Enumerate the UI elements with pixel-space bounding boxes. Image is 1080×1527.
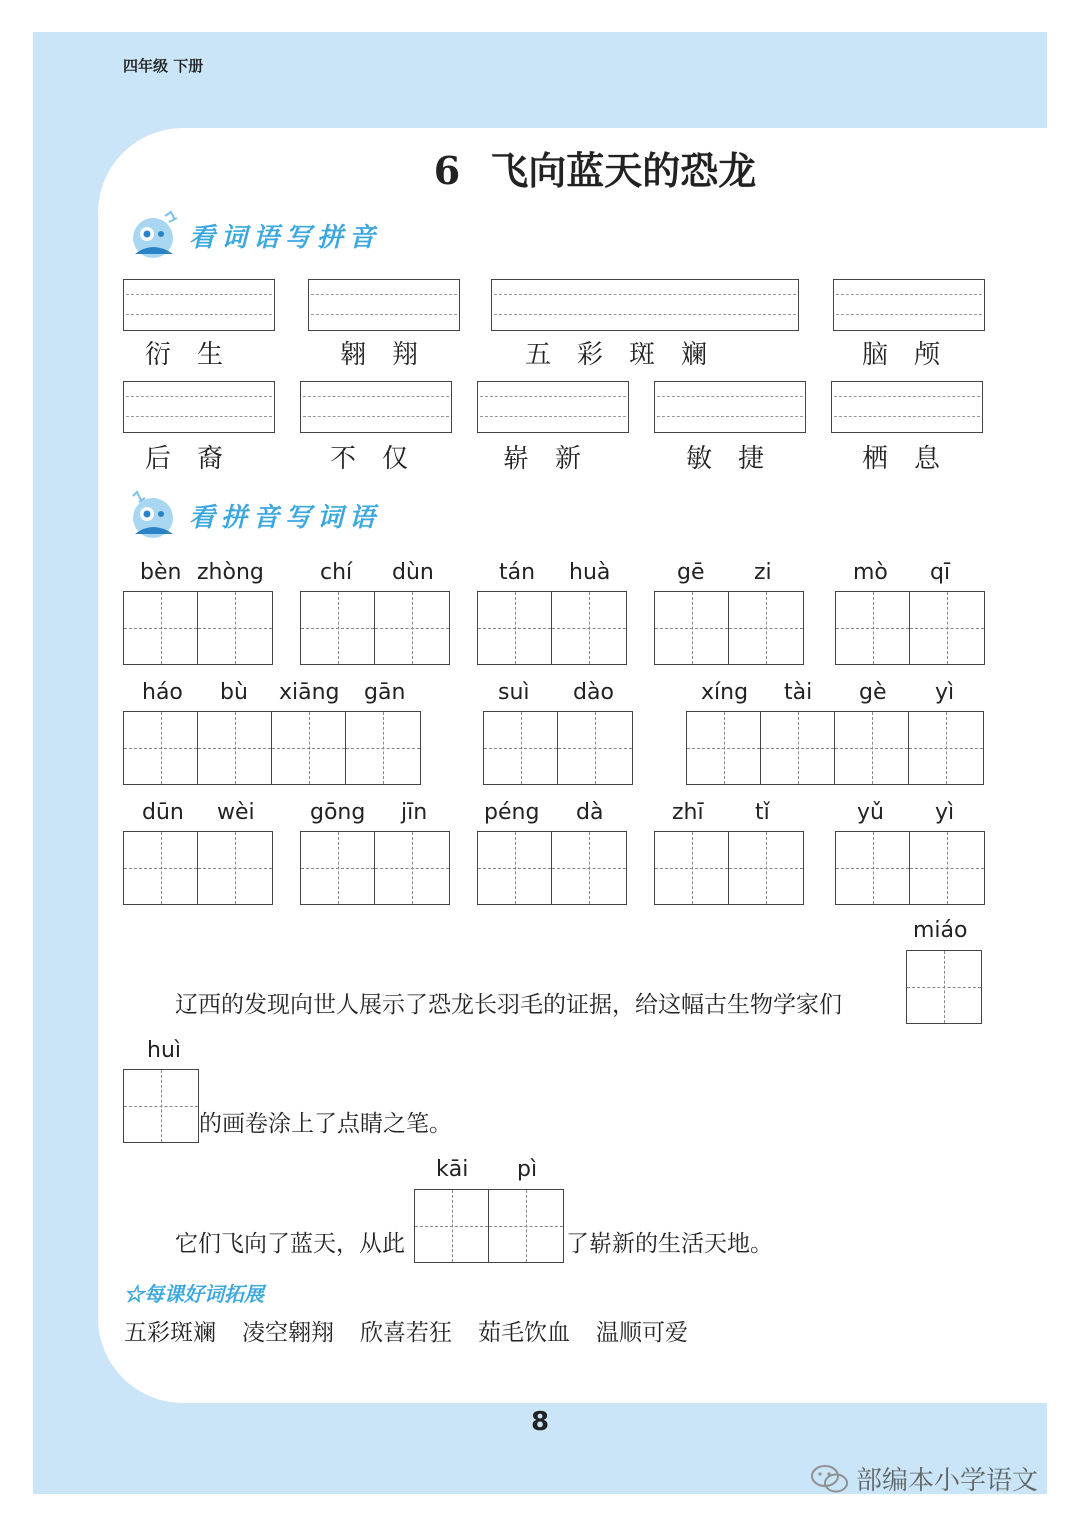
word: 不 仅 — [330, 444, 409, 474]
panda-icon — [125, 490, 183, 540]
word: 脑 颅 — [862, 340, 941, 370]
character-grid[interactable] — [414, 1189, 564, 1263]
pinyin: zhī — [672, 800, 704, 825]
word: 栖 息 — [862, 444, 941, 474]
pinyin: bèn — [140, 560, 182, 585]
character-grid[interactable] — [654, 831, 804, 905]
watermark — [810, 1460, 1038, 1497]
pinyin: qī — [930, 560, 951, 585]
character-grid[interactable] — [686, 711, 984, 785]
word: 崭 新 — [503, 444, 582, 474]
pinyin: dūn — [142, 800, 184, 825]
section1-title: 看词语写拼音 — [189, 222, 382, 253]
character-grid[interactable] — [835, 591, 985, 665]
watermark-text: 部编本小学语文 — [856, 1466, 1039, 1496]
pinyin: xiāng — [279, 680, 340, 705]
pinyin: dà — [576, 800, 604, 825]
pinyin: háo — [142, 680, 183, 705]
lesson-number: 6 — [433, 148, 461, 193]
pinyin: bù — [220, 680, 248, 705]
section2-title: 看拼音写词语 — [189, 502, 382, 533]
sentence-text: 了崭新的生活天地。 — [566, 1231, 773, 1257]
extension-heading: ☆每课好词拓展 — [124, 1282, 264, 1306]
wechat-icon — [810, 1464, 850, 1494]
pinyin: gōng — [310, 800, 366, 825]
pinyin: péng — [484, 800, 540, 825]
character-grid[interactable] — [477, 831, 627, 905]
pinyin: suì — [498, 680, 530, 705]
character-grid[interactable] — [123, 711, 421, 785]
pinyin: pì — [517, 1157, 538, 1182]
word: 后 裔 — [145, 444, 224, 474]
pinyin-answer-box[interactable] — [308, 279, 460, 331]
sentence-text: 的画卷涂上了点睛之笔。 — [199, 1111, 452, 1137]
pinyin: wèi — [217, 800, 255, 825]
character-grid[interactable] — [123, 1069, 199, 1143]
extension-word: 凌空翱翔 — [242, 1320, 334, 1346]
pinyin: yì — [935, 800, 955, 825]
pinyin: tǐ — [755, 800, 770, 825]
pinyin-answer-box[interactable] — [123, 279, 275, 331]
lesson-title — [0, 140, 1080, 195]
pinyin-answer-box[interactable] — [123, 381, 275, 433]
pinyin: chí — [320, 560, 353, 585]
character-grid[interactable] — [906, 950, 982, 1024]
pinyin-answer-box[interactable] — [477, 381, 629, 433]
pinyin: tài — [784, 680, 813, 705]
pinyin: huì — [147, 1038, 181, 1063]
pinyin: gān — [364, 680, 406, 705]
pinyin: kāi — [436, 1157, 469, 1182]
character-grid[interactable] — [300, 591, 450, 665]
section2-heading — [125, 490, 381, 540]
sentence-text: 它们飞向了蓝天，从此 — [175, 1231, 405, 1257]
pinyin: yì — [935, 680, 955, 705]
extension-word: 茹毛饮血 — [478, 1320, 570, 1346]
word: 衍 生 — [145, 340, 224, 370]
grade-label: 四年级 下册 — [123, 57, 204, 75]
character-grid[interactable] — [477, 591, 627, 665]
word: 敏 捷 — [686, 444, 765, 474]
panda-icon — [125, 210, 183, 260]
section1-heading — [125, 210, 381, 260]
pinyin: miáo — [913, 918, 968, 943]
word: 五 彩 斑 斓 — [525, 340, 708, 370]
lesson-title-text: 飞向蓝天的恐龙 — [490, 148, 757, 193]
character-grid[interactable] — [483, 711, 633, 785]
pinyin-answer-box[interactable] — [300, 381, 452, 433]
pinyin-answer-box[interactable] — [831, 381, 983, 433]
character-grid[interactable] — [835, 831, 985, 905]
pinyin: jīn — [401, 800, 428, 825]
pinyin: tán — [499, 560, 536, 585]
pinyin-answer-box[interactable] — [654, 381, 806, 433]
page-number: 8 — [530, 1407, 550, 1437]
pinyin: zhòng — [197, 560, 264, 585]
character-grid[interactable] — [123, 591, 273, 665]
extension-word: 五彩斑斓 — [124, 1320, 216, 1346]
extension-word: 温顺可爱 — [596, 1320, 688, 1346]
sentence-text: 辽西的发现向世人展示了恐龙长羽毛的证据，给这幅古生物学家们 — [175, 992, 842, 1018]
pinyin: gē — [677, 560, 705, 585]
pinyin: mò — [853, 560, 888, 585]
character-grid[interactable] — [123, 831, 273, 905]
pinyin: xíng — [701, 680, 749, 705]
word: 翱 翔 — [340, 340, 419, 370]
pinyin: huà — [569, 560, 611, 585]
pinyin: zi — [754, 560, 772, 585]
pinyin: dùn — [392, 560, 434, 585]
extension-word-list — [124, 1314, 688, 1347]
character-grid[interactable] — [300, 831, 450, 905]
character-grid[interactable] — [654, 591, 804, 665]
pinyin: yǔ — [857, 800, 884, 825]
pinyin: gè — [859, 680, 887, 705]
pinyin-answer-box[interactable] — [491, 279, 799, 331]
pinyin-answer-box[interactable] — [833, 279, 985, 331]
extension-word: 欣喜若狂 — [360, 1320, 452, 1346]
pinyin: dào — [573, 680, 614, 705]
